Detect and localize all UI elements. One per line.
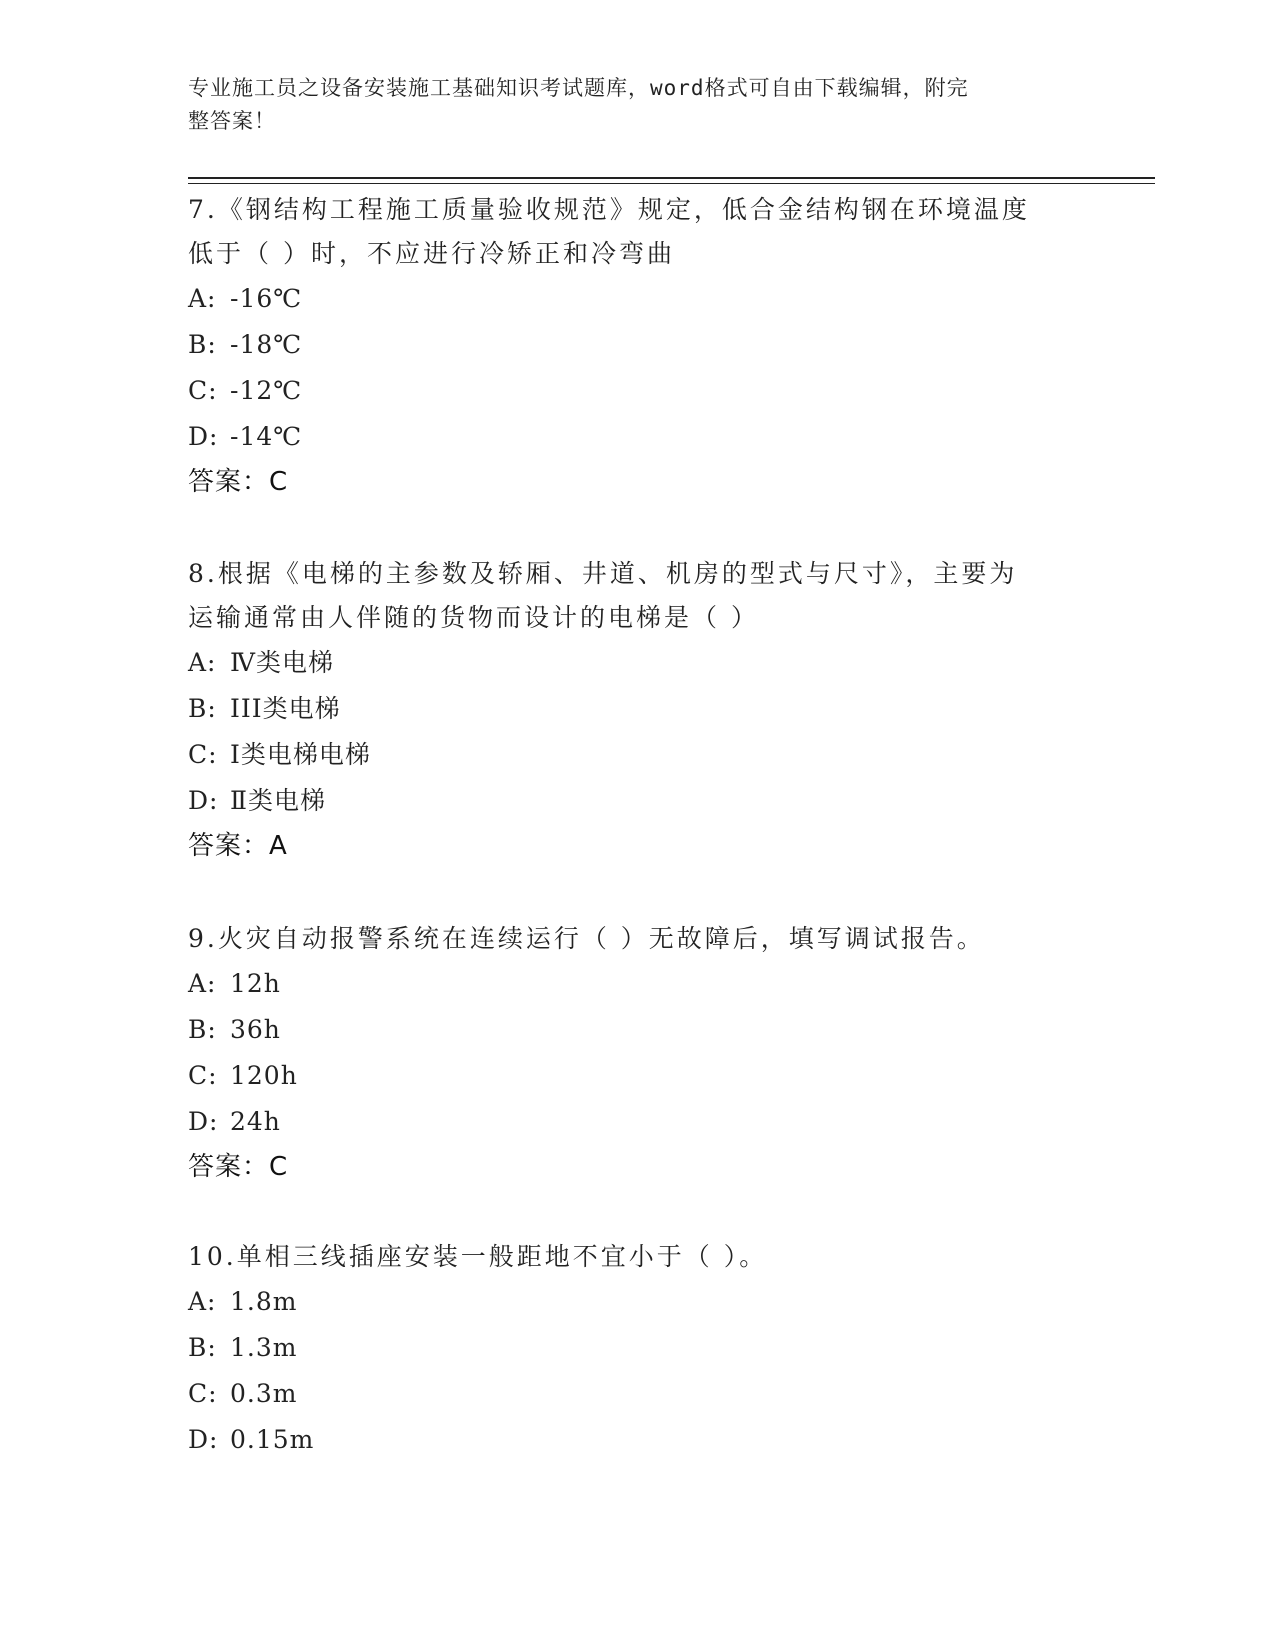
option-letter: B:: [188, 694, 217, 723]
option-c: [188, 368, 1068, 414]
option-text: Ⅱ类电梯: [230, 786, 326, 815]
option-text: -18℃: [230, 330, 303, 359]
option-letter: D:: [188, 422, 219, 451]
question-title-line: 7.《钢结构工程施工质量验收规范》规定，低合金结构钢在环境温度: [188, 195, 1030, 224]
option-letter: C:: [188, 1061, 218, 1090]
option-letter: D:: [188, 1107, 219, 1136]
option-text: 0.3m: [230, 1379, 298, 1408]
option-letter: C:: [188, 1379, 218, 1408]
option-c: [188, 1053, 1068, 1099]
question-title-line: 8.根据《电梯的主参数及轿厢、井道、机房的型式与尺寸》，主要为: [188, 559, 1018, 588]
option-text: 36h: [230, 1015, 281, 1044]
option-text: 24h: [230, 1107, 281, 1136]
question-title-line: 10.单相三线插座安装一般距地不宜小于（ ）。: [188, 1242, 768, 1271]
option-b: [188, 1325, 1068, 1371]
option-text: 1.8m: [230, 1287, 298, 1316]
option-letter: C:: [188, 376, 218, 405]
option-letter: A:: [188, 284, 217, 313]
question-8: [188, 552, 1068, 868]
option-d: [188, 1417, 1068, 1463]
answer: 答案：C: [188, 467, 289, 497]
header-line-1: 专业施工员之设备安装施工基础知识考试题库，word格式可自由下载编辑，附完: [188, 76, 969, 100]
answer: 答案：A: [188, 831, 288, 861]
option-text: -16℃: [230, 284, 303, 313]
question-9: [188, 917, 1068, 1189]
option-b: [188, 686, 1068, 732]
option-text: III类电梯: [230, 694, 341, 723]
option-letter: D:: [188, 786, 219, 815]
option-text: 0.15m: [230, 1425, 315, 1454]
question-10: [188, 1235, 1068, 1463]
option-a: [188, 276, 1068, 322]
question-title-line: 运输通常由人伴随的货物而设计的电梯是（ ）: [188, 603, 759, 632]
option-a: [188, 1279, 1068, 1325]
option-d: [188, 1099, 1068, 1145]
option-d: [188, 778, 1068, 824]
option-letter: C:: [188, 740, 218, 769]
option-letter: B:: [188, 1333, 217, 1362]
option-letter: A:: [188, 648, 217, 677]
option-text: -12℃: [230, 376, 303, 405]
option-d: [188, 414, 1068, 460]
option-text: 1.3m: [230, 1333, 298, 1362]
option-text: 120h: [230, 1061, 298, 1090]
answer: 答案：C: [188, 1152, 289, 1182]
option-text: Ⅳ类电梯: [230, 648, 334, 677]
option-c: [188, 732, 1068, 778]
option-letter: B:: [188, 1015, 217, 1044]
option-text: -14℃: [230, 422, 303, 451]
option-a: [188, 640, 1068, 686]
option-letter: A:: [188, 1287, 217, 1316]
question-title-line: 9.火灾自动报警系统在连续运行（ ）无故障后，填写调试报告。: [188, 924, 985, 953]
option-text: Ⅰ类电梯电梯: [230, 740, 371, 769]
option-letter: B:: [188, 330, 217, 359]
question-title-line: 低于（ ）时，不应进行冷矫正和冷弯曲: [188, 239, 675, 268]
header-divider-thin: [188, 183, 1155, 184]
header-divider-thick: [188, 177, 1155, 179]
document-header: [188, 72, 1068, 138]
option-c: [188, 1371, 1068, 1417]
option-letter: D:: [188, 1425, 219, 1454]
option-text: 12h: [230, 969, 281, 998]
option-b: [188, 322, 1068, 368]
question-7: [188, 188, 1068, 504]
option-b: [188, 1007, 1068, 1053]
option-letter: A:: [188, 969, 217, 998]
header-line-2: 整答案！: [188, 109, 276, 133]
option-a: [188, 961, 1068, 1007]
